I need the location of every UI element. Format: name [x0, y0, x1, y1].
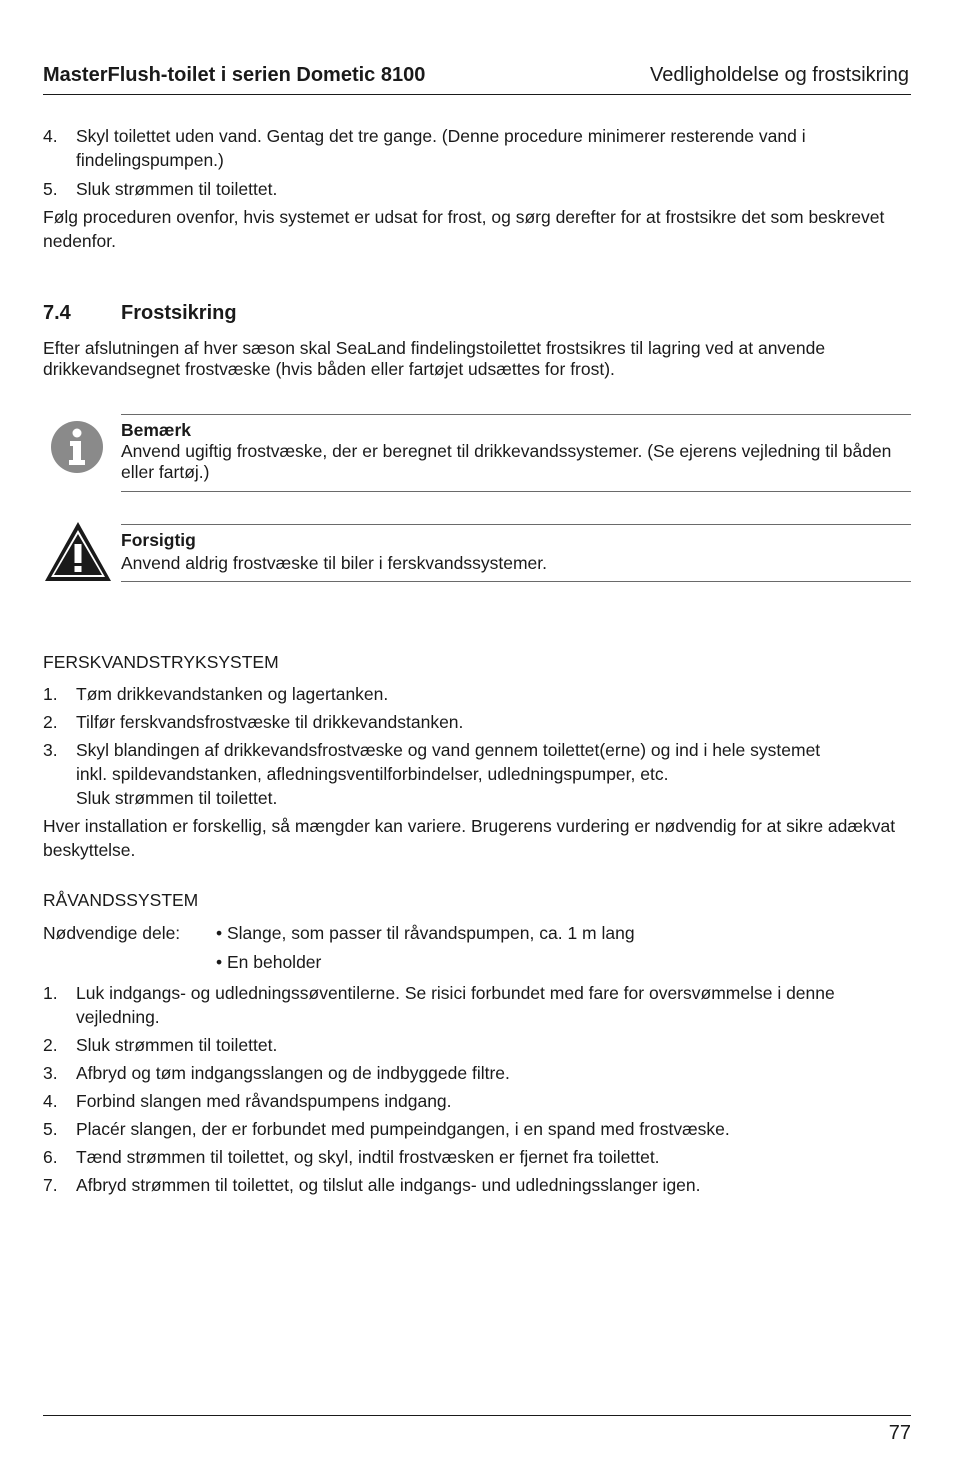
list-item — [0, 124, 954, 176]
footer-divider — [43, 1415, 911, 1416]
list-number: 4. — [43, 126, 58, 146]
list-text: Afbryd og tøm indgangsslangen og de indbyggede filtre. — [76, 1063, 510, 1083]
list-text: Sluk strømmen til toilettet. — [76, 788, 278, 808]
running-header-title: MasterFlush-toilet i serien Dometic 8100 — [43, 64, 426, 86]
list-text: Skyl toilettet uden vand. Gentag det tre gange. (Denne procedure minimerer resterende vand i findelingspumpen.) — [76, 126, 806, 170]
note-title: Bemærk — [121, 420, 192, 440]
list-text: Forbind slangen med råvandspumpens indgang. — [76, 1091, 452, 1111]
list-number: 6. — [43, 1147, 58, 1167]
list-item — [0, 786, 954, 810]
list-number: 1. — [43, 983, 58, 1003]
caution-text: Anvend aldrig frostvæske til biler i ferskvandssystemer. — [121, 553, 547, 573]
list-text: Luk indgangs- og udledningssøventilerne. Se risici forbundet med fare for oversvømmelse i denne vejledning. — [76, 983, 835, 1027]
list-number: 2. — [43, 712, 58, 732]
list-text: Skyl blandingen af drikkevandsfrostvæske og vand gennem toilettet(erne) og ind i hele systemet inkl. spildevandstanken, afledningsventilforbindelser, udledningspumper, etc. — [76, 740, 821, 784]
list-item — [0, 1061, 954, 1085]
list-number: 7. — [43, 1175, 58, 1195]
note-bottom-rule — [121, 491, 911, 492]
list-number: 2. — [43, 1035, 58, 1055]
list-number: 5. — [43, 1119, 58, 1139]
parts-item: • En beholder — [216, 952, 322, 972]
section-number: 7.4 — [43, 302, 71, 324]
list-item — [0, 1033, 954, 1057]
intro-paragraph: Følg proceduren ovenfor, hvis systemet er udsat for frost, og sørg derefter for at frostsikre det som beskrevet nedenfor. — [43, 207, 885, 251]
info-icon — [50, 420, 104, 474]
note-text: Anvend ugiftig frostvæske, der er beregnet til drikkevandssystemer. (Se ejerens vejledning til båden eller fartøj.) — [121, 441, 892, 482]
list-item — [0, 682, 954, 706]
list-item — [0, 710, 954, 734]
section-title: Frostsikring — [121, 302, 237, 324]
list-text: Placér slangen, der er forbundet med pumpeindgangen, i en spand med frostvæske. — [76, 1119, 730, 1139]
list-item — [0, 177, 954, 201]
list-item — [0, 738, 954, 786]
list-number: 3. — [43, 1063, 58, 1083]
running-header-section: Vedligholdelse og frostsikring — [649, 64, 909, 86]
list-text: Sluk strømmen til toilettet. — [76, 1035, 278, 1055]
list-number: 3. — [43, 740, 58, 760]
warning-icon — [43, 520, 113, 583]
list-text: Afbryd strømmen til toilettet, og tilslut alle indgangs- und udledningsslanger igen. — [76, 1175, 701, 1195]
parts-label: Nødvendige dele: — [43, 923, 181, 943]
list-number: 5. — [43, 179, 58, 199]
list-number: 1. — [43, 684, 58, 704]
fresh-note-paragraph: Hver installation er forskellig, så mængder kan variere. Brugerens vurdering er nødvendig for at sikre adækvat beskyttelse. — [43, 816, 896, 860]
caution-top-rule — [121, 524, 911, 525]
page-number: 77 — [888, 1422, 911, 1444]
header-divider — [43, 94, 911, 95]
section-intro: Efter afslutningen af hver sæson skal SeaLand findelingstoilettet frostsikres til lagring ved at anvende drikkevandsegnet frostvæske (hvis båden eller fartøjet udsættes for frost). — [43, 338, 826, 379]
list-text: Tøm drikkevandstanken og lagertanken. — [76, 684, 389, 704]
list-item — [0, 1173, 954, 1197]
subsection-heading: FERSKVANDSTRYKSYSTEM — [43, 652, 279, 672]
list-text: Tænd strømmen til toilettet, og skyl, indtil frostvæsken er fjernet fra toilettet. — [76, 1147, 660, 1167]
caution-title: Forsigtig — [121, 530, 196, 550]
list-item — [0, 1117, 954, 1141]
list-text: Tilfør ferskvandsfrostvæske til drikkevandstanken. — [76, 712, 464, 732]
caution-bottom-rule — [121, 581, 911, 582]
note-top-rule — [121, 414, 911, 415]
list-text: Sluk strømmen til toilettet. — [76, 179, 278, 199]
parts-item: • Slange, som passer til råvandspumpen, ca. 1 m lang — [216, 923, 635, 943]
list-item — [0, 1089, 954, 1113]
subsection-heading: RÅVANDSSYSTEM — [43, 890, 199, 910]
list-item — [0, 1145, 954, 1169]
list-number: 4. — [43, 1091, 58, 1111]
list-item — [0, 981, 954, 1029]
